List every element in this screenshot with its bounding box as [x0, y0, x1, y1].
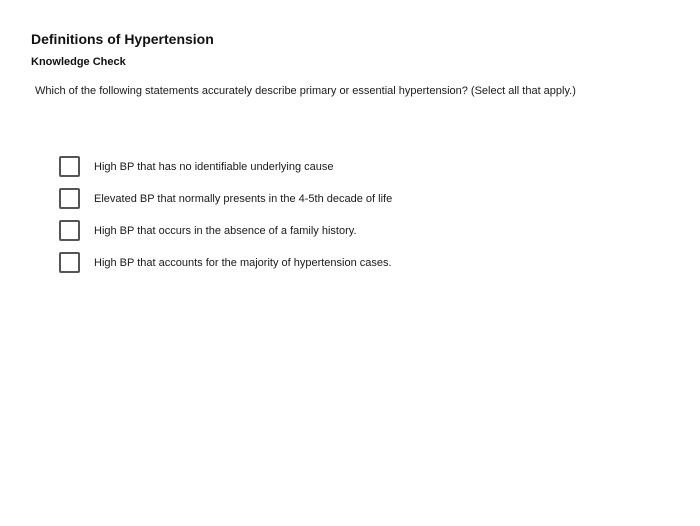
checkbox[interactable]	[59, 188, 80, 209]
question-text: Which of the following statements accurately describe primary or essential hypertension? (Select all that apply.)	[35, 85, 576, 97]
checkbox[interactable]	[59, 252, 80, 273]
page-title: Definitions of Hypertension	[31, 31, 214, 47]
option-4[interactable]	[59, 252, 392, 273]
checkbox[interactable]	[59, 156, 80, 177]
option-3[interactable]	[59, 220, 392, 241]
option-label: High BP that occurs in the absence of a family history.	[94, 224, 357, 237]
option-label: Elevated BP that normally presents in the 4-5th decade of life	[94, 192, 393, 205]
checkbox[interactable]	[59, 220, 80, 241]
section-subtitle: Knowledge Check	[31, 56, 126, 68]
option-1[interactable]	[59, 156, 392, 177]
answer-options	[59, 156, 392, 284]
option-2[interactable]	[59, 188, 392, 209]
option-label: High BP that accounts for the majority of hypertension cases.	[94, 256, 392, 269]
option-label: High BP that has no identifiable underlying cause	[94, 160, 334, 173]
